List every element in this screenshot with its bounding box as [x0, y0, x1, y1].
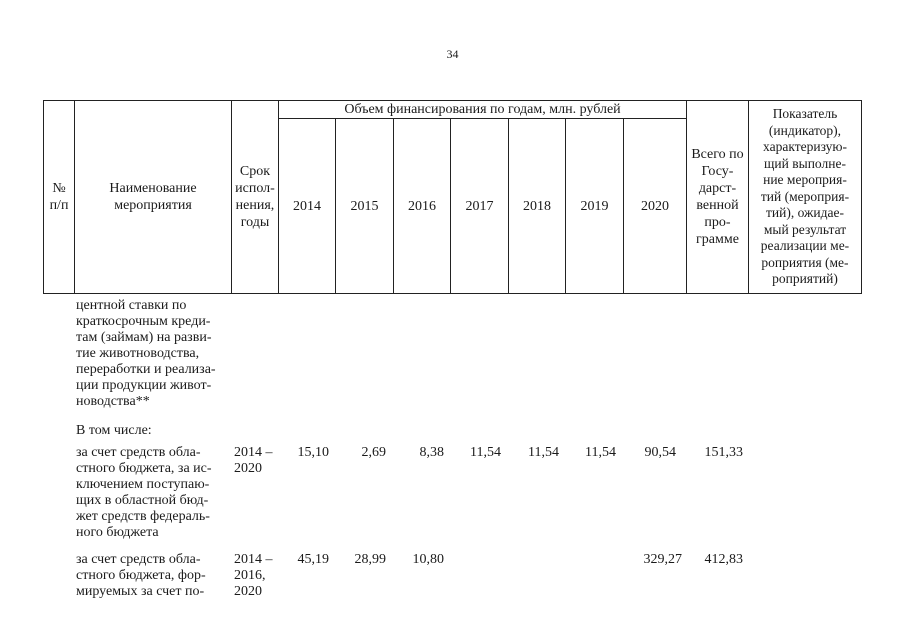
header-year: 2020: [641, 198, 669, 214]
row-name: центной ставки по краткосрочным креди- там (займам) на разви- тие животноводства, переработки и реализа- ции продукции живот- новодства**: [76, 298, 216, 409]
row-value: 28,99: [354, 552, 386, 567]
row-value: 2,69: [361, 445, 386, 460]
row-total: 151,33: [704, 445, 743, 460]
header-indicator: Показатель (индикатор), характеризую- щий выполне- ние мероприя- тий (мероприя- тий), ожидае- мый результат реализации ме- роприятия (ме- роприятий): [760, 106, 850, 287]
row-value: 10,80: [412, 552, 444, 567]
header-year: 2017: [465, 198, 494, 214]
row-value: 45,19: [297, 552, 329, 567]
row-value: 11,54: [585, 445, 616, 460]
row-value: 329,27: [643, 552, 682, 567]
header-name: Наименование мероприятия: [109, 181, 197, 213]
header-num: № п/п: [49, 181, 69, 213]
header-term: Срок испол- нения, годы: [235, 164, 275, 230]
header-year: 2014: [293, 198, 321, 214]
row-value: 8,38: [419, 445, 444, 460]
row-term: 2014 – 2016, 2020: [234, 552, 273, 599]
header-year: 2019: [580, 198, 609, 214]
row-total: 412,83: [704, 552, 743, 567]
table-header: [43, 100, 862, 294]
row-name: за счет средств обла- стного бюджета, фор- мируемых за счет по-: [76, 552, 206, 599]
header-year: 2018: [523, 198, 551, 214]
row-value: 11,54: [470, 445, 501, 460]
header-financing-title: Объем финансирования по годам, млн. рублей: [344, 102, 621, 117]
row-value: 11,54: [528, 445, 559, 460]
row-name: В том числе:: [76, 423, 152, 438]
header-total: Всего по Госу- дарст- венной про- грамме: [691, 147, 744, 247]
header-year: 2015: [350, 198, 379, 214]
header-year: 2016: [408, 198, 436, 214]
row-value: 15,10: [297, 445, 329, 460]
page-number: 34: [446, 47, 459, 61]
row-name: за счет средств обла- стного бюджета, за ис- ключением поступаю- щих в областной бюд- жет средств федераль- ного бюджета: [76, 445, 212, 540]
row-term: 2014 – 2020: [234, 445, 273, 476]
row-value: 90,54: [644, 445, 676, 460]
